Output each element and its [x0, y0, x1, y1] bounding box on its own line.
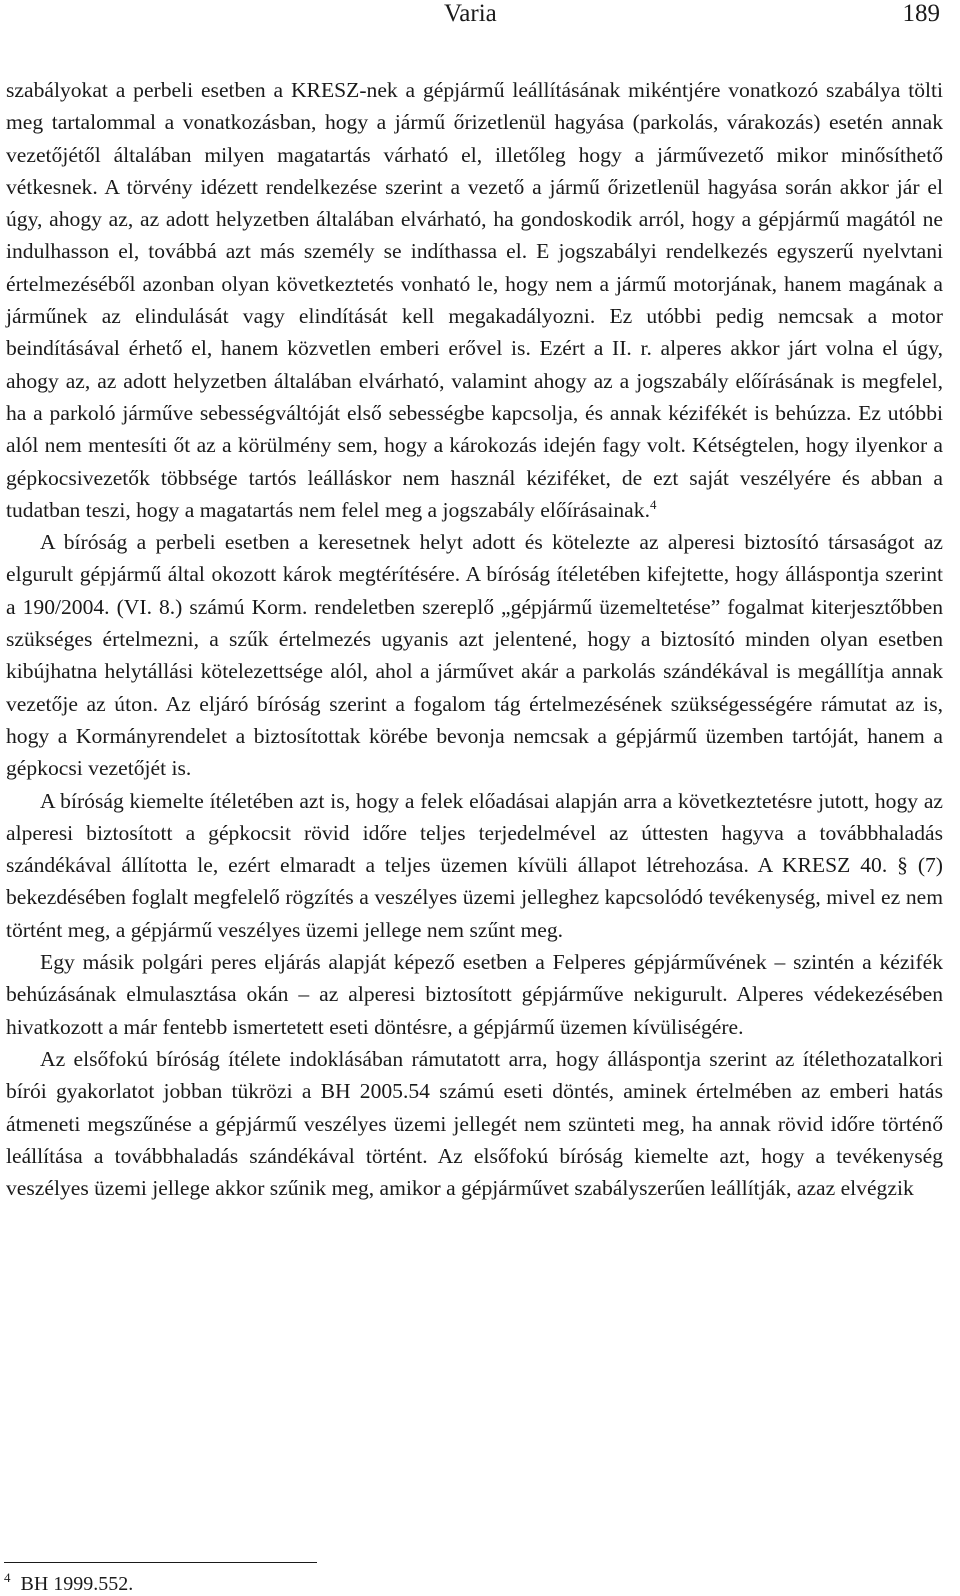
paragraph-5: Az elsőfokú bíróság ítélete indoklásában rámutatott arra, hogy álláspontja szerint az ítélethozatalkori bírói gyakorlatot jobban tükrözi a BH 2005.54 számú eseti döntés, aminek értelmében az emberi hatás átmeneti megszűnése a gépjármű veszélyes üzemi jellegét nem szünteti meg, ha annak rövid időre történő leállítása a továbbhaladás szándékával történt. Az elsőfokú bíróság kiemelte azt, hogy a tevékenység veszélyes üzemi jellege akkor szűnik meg, amikor a gépjárművet szabályszerűen leállítják, azaz elvégzik [6, 1046, 943, 1201]
page-number: 189 [902, 0, 940, 27]
footnote [4, 1572, 133, 1596]
footnote-reference: 4 [649, 496, 657, 512]
paragraph-3: A bíróság kiemelte ítéletében azt is, hogy a felek előadásai alapján arra a következtetésre jutott, hogy az alperesi biztosított a gépkocsit rövid időre teljes terjedelmével az úttesten hagyva a továbbhaladás szándékával állította le, ezért elmaradt a teljes üzemen kívüli állapot létrehozása. A KRESZ 40. § (7) bekezdésében foglalt megfelelő rögzítés a veszélyes üzemi jelleghez kapcsolódó tevékenység, mivel ez nem történt meg, a gépjármű veszélyes üzemi jellege nem szűnt meg. [6, 788, 943, 942]
paragraph-1 [6, 74, 943, 526]
body-text [6, 74, 943, 1204]
paragraph-2: A bíróság a perbeli esetben a keresetnek helyt adott és kötelezte az alperesi biztosító társaságot az elgurult gépjármű által okozott károk megtérítésére. A bíróság ítéletében kifejtette, hogy álláspontja szerint a 190/2004. (VI. 8.) számú Korm. rendeletben szereplő „gépjármű üzemeltetése” fogalmat kiterjesztőbben szükséges értelmezni, a szűk értelmezés ugyanis azt jelentené, hogy a biztosító minden olyan esetben kibújhatna helytállási kötelezettsége alól, ahol a járművet akár a parkolás szándékával is megállítja annak vezetője az úton. Az eljáró bíróság szerint a fogalom tág értelmezésének szükségességére rámutat az is, hogy a Kormányrendelet a biztosítottak körébe bevonja nemcsak a gépjármű üzemben tartóját, hanem a gépkocsi vezetőjét is. [6, 530, 943, 781]
running-head [0, 0, 940, 34]
footnote-text: BH 1999.552. [20, 1573, 134, 1595]
footnote-rule [4, 1562, 317, 1563]
running-head-section: Varia [444, 0, 497, 27]
footnote-marker: 4 [4, 1570, 11, 1586]
paragraph-4: Egy másik polgári peres eljárás alapját képező esetben a Felperes gépjárművének – szintén a kézifék behúzásának elmulasztása okán – az alperesi biztosított gépjárműve nekigurult. Alperes védekezésében hivatkozott a már fentebb ismertetett eseti döntésre, a gépjármű üzemen kívüliségére. [6, 950, 943, 1039]
paragraph-1-text: szabályokat a perbeli esetben a KRESZ-nek a gépjármű leállításának mikéntjére vonatkozó szabálya tölti meg tartalommal a vonatkozásban, hogy a jármű őrizetlenül hagyása (parkolás, várakozás) esetén annak vezetőjétől általában milyen magatartás várható el, illetőleg hogy a járművezető mikor minősíthető vétkesnek. A törvény idézett rendelkezése szerint a vezető a jármű őrizetlenül hagyása során akkor jár el úgy, ahogy az, az adott helyzetben általában elvárható, ha gondoskodik arról, hogy a gépjármű magától ne indulhasson el, továbbá azt más személy se indíthassa el. E jogszabályi rendelkezés egyszerű nyelvtani értelmezéséből azonban olyan következtetés vonható le, hogy nem a jármű motorjának, hanem magának a járműnek az elindulását vagy elindítását kell megakadályozni. Ez utóbbi pedig nemcsak a motor beindításával érhető el, hanem közvetlen emberi erővel is. Ezért a II. r. alperes akkor járt volna el úgy, ahogy az, az adott helyzetben általában elvárható, valamint ahogy az a jogszabály előírásának is megfelel, ha a parkoló járműve sebességváltóját első sebességbe kapcsolja, és annak kézifékét is behúzza. Ez utóbbi alól nem mentesíti őt az a körülmény sem, hogy a károkozás idején fagy volt. Kétségtelen, hogy ilyenkor a gépkocsivezetők többsége tartós leálláskor nem használ kéziféket, de ezt saját veszélyére és abban a tudatban teszi, hogy a magatartás nem felel meg a jogszabály előírásainak. [6, 78, 943, 522]
